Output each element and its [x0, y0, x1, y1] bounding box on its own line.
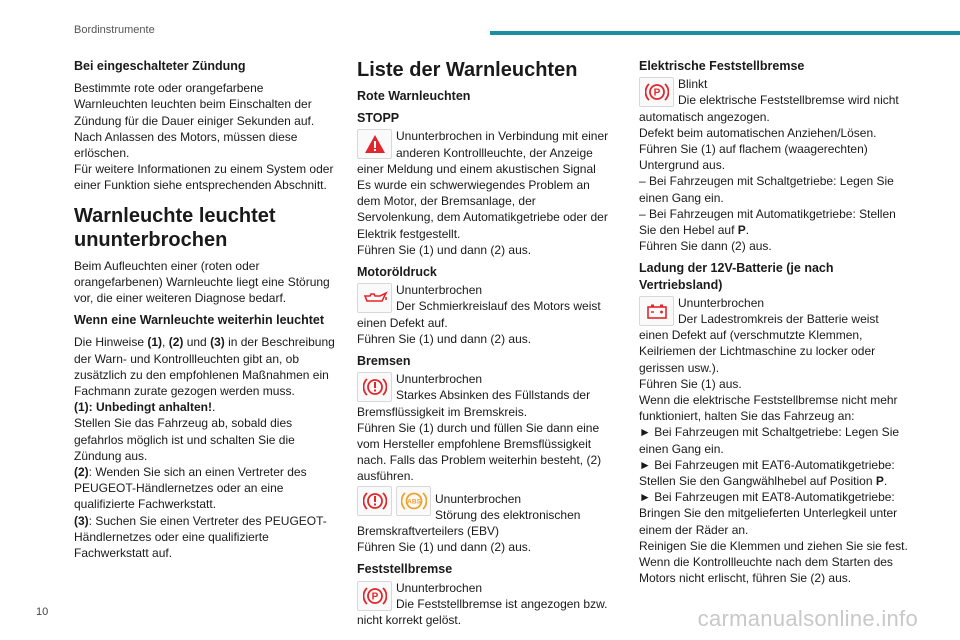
entry-ebv-icons — [357, 486, 431, 516]
entry-stop-text-2: Es wurde ein schwerwiegendes Problem an dem Motor, der Bremsanlage, der Servolenkung, dem Automatikgetriebe oder der Elektrik festgestellt. — [357, 178, 608, 241]
entry-brakes-title: Bremsen — [357, 354, 411, 369]
entry-parking-title: Feststellbremse — [357, 562, 453, 577]
entry-brakes — [357, 353, 613, 555]
entry-ebv-text-3: Führen Sie (1) und dann (2) aus. — [357, 540, 532, 555]
entry-battery-text-6 — [639, 457, 909, 489]
hint-3: (3) — [210, 335, 225, 350]
entry-battery-text-6-pre: ► Bei Fahrzeugen mit EAT6-Automatikgetriebe: Stellen Sie den Gangwählhebel auf Position — [639, 457, 895, 489]
entry-parking-text-2: Die Feststellbremse ist angezogen bzw. nicht korrekt gelöst. — [357, 596, 608, 628]
note-3-text: : Suchen Sie einen Vertreter des PEUGEOT-Händlernetzes oder eine qualifizierte Fachwerkstatt auf. — [74, 513, 327, 561]
entry-oil-title: Motoröldruck — [357, 265, 437, 280]
entry-epb-text-6-bold: P — [737, 223, 746, 238]
column-1 — [74, 58, 340, 561]
heading-warning-lit: Warnleuchte leuchtet ununterbrochen — [74, 204, 276, 251]
entry-epb-text-2: Die elektrische Feststellbremse wird nicht automatisch angezogen. — [639, 93, 899, 124]
note-1-text: : Unbedingt anhalten! — [88, 400, 212, 415]
entry-stop-text-3: Führen Sie (1) und dann (2) aus. — [357, 242, 532, 257]
abs-icon-label: ABS — [406, 498, 421, 506]
note-1-label: (1) — [74, 400, 89, 415]
heading-still-lit: Wenn eine Warnleuchte weiterhin leuchtet — [74, 313, 325, 328]
note-3 — [74, 513, 340, 562]
abs-icon — [396, 486, 431, 516]
entry-battery-text-3: Führen Sie (1) aus. — [639, 376, 742, 391]
paragraph-warning-lit: Beim Aufleuchten einer (roten oder orangefarbenen) Warnleuchte liegt eine Störung vor, die einer weiteren Diagnose bedarf. — [74, 258, 330, 306]
note-1-detail: Stellen Sie das Fahrzeug ab, sobald dies gefahrlos möglich ist und schalten Sie die Zündung aus. — [74, 416, 295, 463]
entry-epb-text-5: – Bei Fahrzeugen mit Schaltgetriebe: Legen Sie einen Gang ein. — [639, 174, 894, 205]
header-accent-bar — [490, 31, 960, 35]
column-2 — [357, 58, 613, 628]
note-2-label: (2) — [74, 465, 89, 480]
svg-text:P: P — [371, 591, 378, 603]
entry-oil-text-1: Ununterbrochen — [396, 283, 483, 298]
entry-battery-text-8: Reinigen Sie die Klemmen und ziehen Sie sie fest. — [639, 538, 908, 553]
watermark: carmanualsonline.info — [697, 606, 918, 631]
note-1-end: . — [212, 400, 216, 415]
note-2 — [74, 464, 340, 513]
entry-stop-text-1: Ununterbrochen in Verbindung mit einer anderen Kontrollleuchte, der Anzeige einer Meldung und einem akustischen Signal — [357, 129, 609, 176]
entry-parking-text-1: Ununterbrochen — [396, 580, 483, 595]
hint-sep: , — [162, 335, 169, 350]
entry-epb — [639, 58, 909, 254]
entry-brakes-text-1: Ununterbrochen — [396, 372, 483, 387]
entry-epb-text-6 — [639, 206, 909, 238]
page-number: 10 — [36, 606, 49, 618]
entry-oil — [357, 264, 613, 347]
entry-epb-text-7: Führen Sie dann (2) aus. — [639, 239, 772, 254]
electric-parking-brake-icon — [639, 77, 674, 107]
entry-epb-text-4: Führen Sie (1) auf flachem (waagerechten) Untergrund aus. — [639, 142, 868, 173]
brake-warning-icon — [357, 372, 392, 402]
parking-brake-icon — [357, 581, 392, 611]
entry-stop-title: STOPP — [357, 111, 400, 126]
hint-2: (2) — [168, 335, 184, 350]
entry-epb-title: Elektrische Feststellbremse — [639, 59, 805, 73]
entry-oil-icons — [357, 283, 392, 313]
brake-warning-icon — [357, 486, 392, 516]
heading-ignition: Bei eingeschalteter Zündung — [74, 59, 246, 73]
entry-epb-text-6-pre: – Bei Fahrzeugen mit Automatikgetriebe: Stellen Sie den Hebel auf — [639, 206, 896, 238]
entry-ebv-text-2: Störung des elektronischen Bremskraftverteilers (EBV) — [357, 507, 581, 539]
entry-brakes-text-2: Starkes Absinken des Füllstands der Bremsflüssigkeit im Bremskreis. — [357, 388, 591, 419]
entry-battery-text-2: Der Ladestromkreis der Batterie weist einen Defekt auf (verschmutzte Klemmen, Keilriemen der Lichtmaschine zu locker oder gerissen usw.). — [639, 312, 879, 375]
oil-can-icon — [357, 283, 392, 313]
entry-stop-icons — [357, 129, 392, 159]
stop-warning-icon — [357, 129, 392, 159]
entry-battery-text-4: Wenn die elektrische Feststellbremse nicht mehr funktioniert, halten Sie das Fahrzeug an: — [639, 393, 898, 424]
section-title: Bordinstrumente — [74, 24, 155, 36]
hint-post: in der Beschreibung der Warn- und Kontrollleuchten gibt an, ob zusätzlich zu den empfohlenen Maßnahmen ein Fachmann zurate gezogen werden muss. — [74, 335, 335, 399]
paragraph-ignition-2: Für weitere Informationen zu einem System oder einer Funktion siehe entsprechenden Abschnitt. — [74, 162, 334, 193]
entry-oil-text-3: Führen Sie (1) und dann (2) aus. — [357, 331, 532, 346]
entry-oil-text-2: Der Schmierkreislauf des Motors weist einen Defekt auf. — [357, 299, 601, 330]
entry-battery-title: Ladung der 12V-Batterie (je nach Vertriebsland) — [639, 261, 834, 292]
entry-epb-text-6-post: . — [745, 223, 750, 238]
note-2-text: : Wenden Sie sich an einen Vertreter des PEUGEOT-Händlernetzes oder an eine qualifizierte Fachwerkstatt. — [74, 465, 307, 512]
entry-parking-icons — [357, 581, 392, 611]
entry-battery-text-7: ► Bei Fahrzeugen mit EAT8-Automatikgetriebe: Bringen Sie den mitgelieferten Unterlegkeil unter einem der Räder an. — [639, 490, 898, 537]
entry-battery-text-9: Wenn die Kontrollleuchte nach dem Starten des Motors nicht erlischt, führen Sie (2) aus. — [639, 555, 893, 586]
entry-battery-text-5: ► Bei Fahrzeugen mit Schaltgetriebe: Legen Sie einen Gang ein. — [639, 425, 900, 456]
entry-stop — [357, 110, 613, 258]
entry-brakes-text-3: Führen Sie (1) durch und füllen Sie dann eine vom Hersteller empfohlene Bremsflüssigkeit nach. Falls das Problem weiterhin besteht, (2) ausführen. — [357, 420, 602, 484]
entry-battery-text-6-post: . — [883, 474, 888, 489]
entry-epb-text-1: Blinkt — [678, 77, 708, 92]
entry-brakes-icons — [357, 372, 392, 402]
entry-parking — [357, 561, 613, 628]
entry-battery-text-6-bold: P — [875, 474, 884, 489]
entry-epb-text-3: Defekt beim automatischen Anziehen/Lösen. — [639, 125, 877, 140]
svg-text:P: P — [653, 87, 660, 99]
entry-battery-text-1: Ununterbrochen — [678, 295, 765, 310]
entry-battery-icons — [639, 296, 674, 326]
heading-red-warnings: Rote Warnleuchten — [357, 89, 471, 103]
entry-epb-icons — [639, 77, 674, 107]
battery-icon — [639, 296, 674, 326]
paragraph-ignition-1: Bestimmte rote oder orangefarbene Warnleuchten leuchten beim Einschalten der Zündung für die Dauer einiger Sekunden auf. Nach Anlassen des Motors, müssen diese erlöschen. — [74, 81, 315, 161]
entry-battery — [639, 260, 909, 586]
note-3-label: (3) — [74, 513, 89, 528]
paragraph-hints — [74, 334, 340, 399]
hint-1: (1) — [147, 335, 163, 350]
entry-ebv-text-1: Ununterbrochen — [435, 491, 522, 506]
column-3 — [639, 58, 909, 587]
hint-and: und — [183, 335, 211, 350]
heading-warning-list: Liste der Warnleuchten — [357, 59, 578, 81]
note-1 — [74, 399, 340, 415]
hint-text: Die Hinweise — [74, 335, 148, 350]
